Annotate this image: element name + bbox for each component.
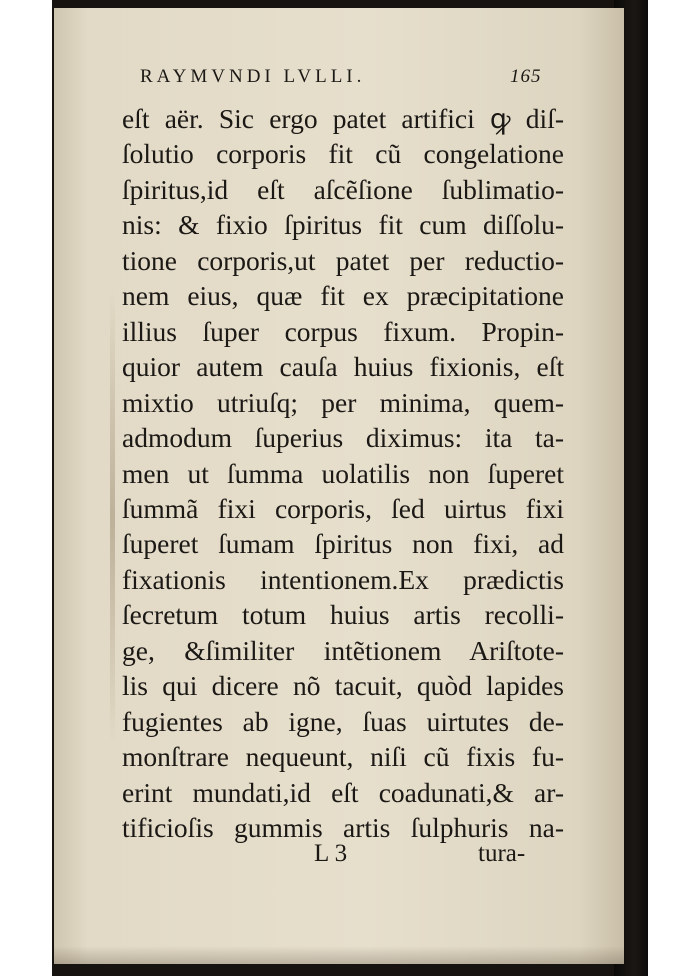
text-block xyxy=(122,101,564,846)
book-page xyxy=(54,8,624,964)
text-line: ſpiritus,id eſt aſcẽſione ſublimatio- xyxy=(122,173,564,205)
page-number: 165 xyxy=(510,66,542,87)
running-head xyxy=(140,66,560,88)
text-line: tione corporis,ut patet per reductio- xyxy=(122,244,564,276)
text-line: men ut ſumma uolatilis non ſuperet xyxy=(122,457,564,489)
text-line: erint mundati,id eſt coadunati,& ar- xyxy=(122,776,564,808)
text-line: tificioſis gummis artis ſulphuris na- xyxy=(122,812,564,844)
page-stain xyxy=(110,288,115,748)
text-line: monſtrare nequeunt, niſi cũ fixis fu- xyxy=(122,741,564,773)
text-line: fugientes ab igne, ſuas uirtutes de- xyxy=(122,705,564,737)
text-line: ſuperet ſumam ſpiritus non fixi, ad xyxy=(122,528,564,560)
signature-mark: L 3 xyxy=(314,840,348,867)
catchword: tura- xyxy=(478,840,526,867)
text-line: ſecretum totum huius artis recolli- xyxy=(122,599,564,631)
text-line: ſolutio corporis fit cũ congelatione xyxy=(122,138,564,170)
text-line: quior autem cauſa huius fixionis, eſt xyxy=(122,351,564,383)
text-line: nem eius, quæ fit ex præcipitatione xyxy=(122,280,564,312)
text-line: admodum ſuperius diximus: ita ta- xyxy=(122,422,564,454)
text-line: illius ſuper corpus fixum. Propin- xyxy=(122,315,564,347)
text-line: ſummã fixi corporis, ſed uirtus fixi xyxy=(122,492,564,524)
text-line: mixtio utriuſq; per minima, quem- xyxy=(122,386,564,418)
text-line: fixationis intentionem.Ex prædictis xyxy=(122,563,564,595)
text-line: eſt aër. Sic ergo patet artifici ꝙ diſ- xyxy=(122,103,564,134)
running-head-title: RAYMVNDI LVLLI. xyxy=(140,66,366,87)
text-line: lis qui dicere nõ tacuit, quòd lapides xyxy=(122,670,564,702)
text-line: ge, &ſimiliter intẽtionem Ariſtote- xyxy=(122,634,564,666)
text-line: nis: & fixio ſpiritus fit cum diſſolu- xyxy=(122,209,564,241)
